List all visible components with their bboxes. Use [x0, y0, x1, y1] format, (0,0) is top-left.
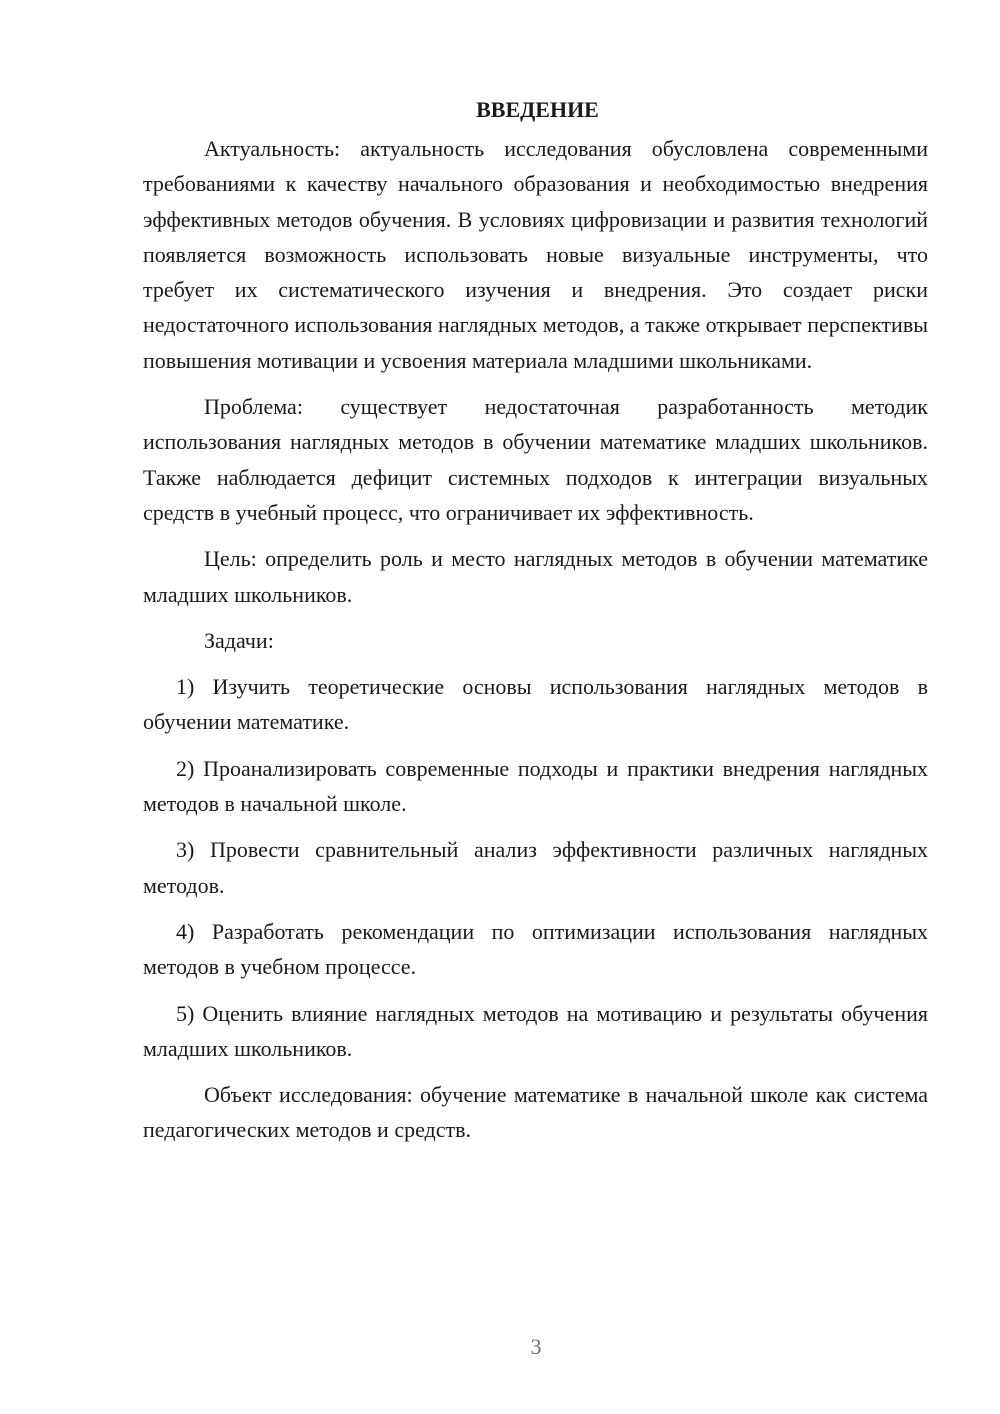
document-title: ВВЕДЕНИЕ	[476, 97, 599, 122]
object-paragraph: Объект исследования: обучение математике в начальной школе как система педагогических методов и средств.	[143, 1082, 928, 1143]
task-item: 5) Оценить влияние наглядных методов на мотивацию и результаты обучения младших школьников.	[143, 1000, 928, 1061]
task-item: 3) Провести сравнительный анализ эффективности различных наглядных методов.	[143, 837, 928, 898]
relevance-paragraph: Актуальность: актуальность исследования обусловлена современными требованиями к качеству начального образования и необходимостью внедрения эффективных методов обучения. В условиях цифровизации и развития технологий появляется возможность использовать новые визуальные инструменты, что требует их систематического изучения и внедрения. Это создает риски недостаточного использования наглядных методов, а также открывает перспективы повышения мотивации и усвоения материала младшими школьниками.	[143, 136, 928, 373]
tasks-heading: Задачи:	[204, 627, 274, 653]
task-item: 4) Разработать рекомендации по оптимизации использования наглядных методов в учебном процессе.	[143, 918, 928, 980]
problem-paragraph: Проблема: существует недостаточная разработанность методик использования наглядных методов в обучении математике младших школьников. Также наблюдается дефицит системных подходов к интеграции визуальных средств в учебный процесс, что ограничивает их эффективность.	[143, 394, 928, 525]
page-number: 3	[530, 1334, 542, 1359]
goal-paragraph: Цель: определить роль и место наглядных методов в обучении математике младших школьников.	[143, 546, 928, 607]
task-item: 1) Изучить теоретические основы использования наглядных методов в обучении математике.	[143, 674, 928, 735]
task-item: 2) Проанализировать современные подходы и практики внедрения наглядных методов в начальной школе.	[143, 755, 928, 817]
tasks-list	[143, 669, 928, 1066]
document-page	[143, 92, 928, 1148]
